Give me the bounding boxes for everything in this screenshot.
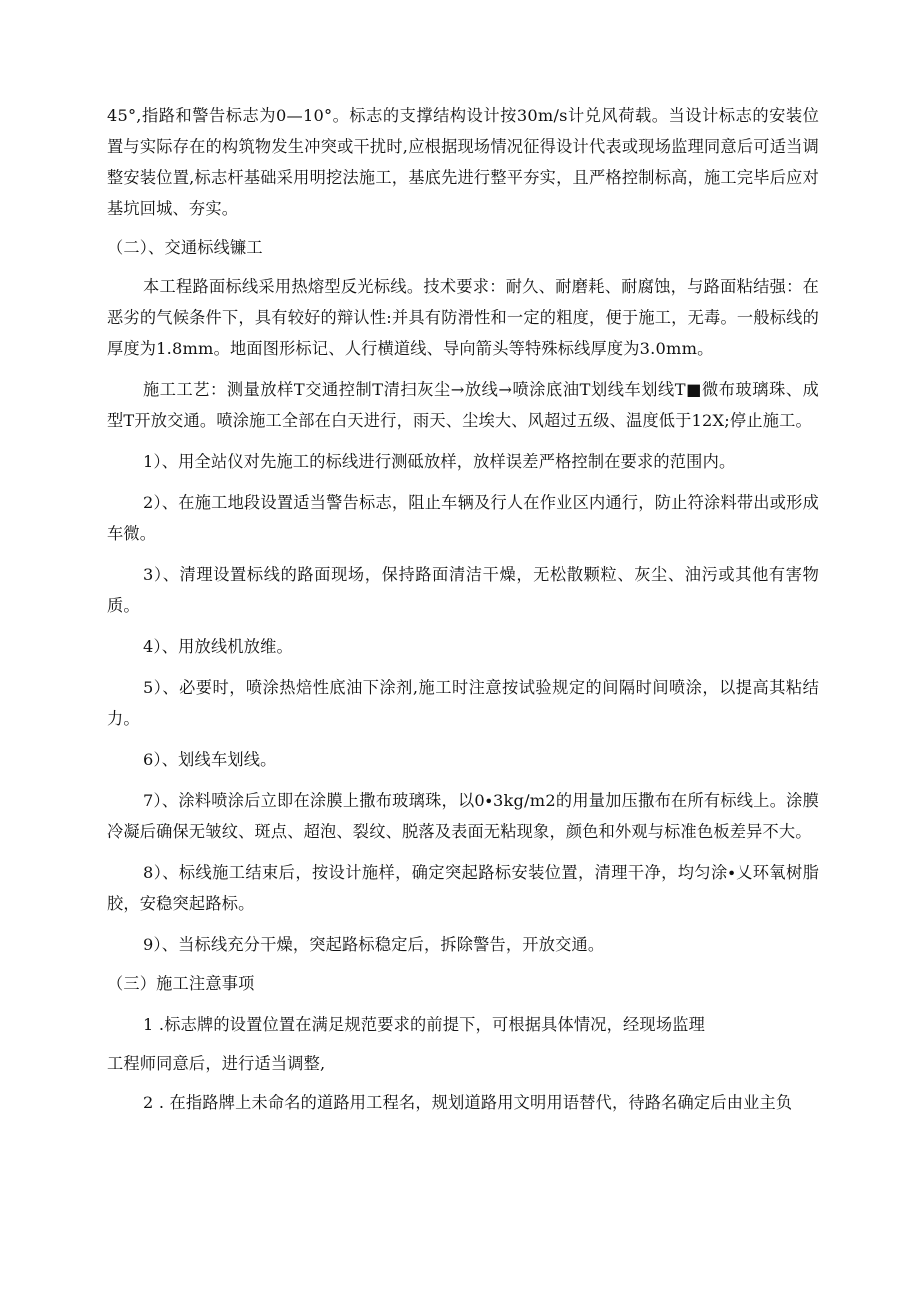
paragraph-sign-support: 45°,指路和警告标志为0—10°。标志的支撑结构设计按30m∕s计兑风荷载。当设计标志的安装位置与实际存在的构筑物发生冲突或干扰时,应根据现场情况征得设计代表或现场监理同意后可适当调整安装位置,标志杆基础采用明挖法施工，基底先进行整平夯实，且严格控制标高，施工完毕后应对基坑回城、夯实。 xyxy=(107,106,819,218)
step-1: 1）、用全站仪对先施工的标线进行测砥放样，放样误差严格控制在要求的范围内。 xyxy=(143,452,736,471)
step-3: 3）、清理设置标线的路面现场，保持路面清洁干燥，无松散颗粒、灰尘、油污或其他有害物质。 xyxy=(107,565,819,615)
section-heading-marking: （二）、交通标线镰工 xyxy=(107,238,263,257)
step-5: 5）、必要时，喷涂热焙性底油下涂剂,施工时注意按试验规定的间隔时间喷涂，以提高其粘结力。 xyxy=(107,678,819,728)
step-4: 4）、用放线机放维。 xyxy=(143,637,293,656)
step-6: 6）、划线车划线。 xyxy=(143,750,277,769)
step-7: 7）、涂料喷涂后立即在涂膜上撒布玻璃珠，以0∙3kg∕m2的用量加压撒布在所有标线上。涂膜冷凝后确保无皱纹、斑点、超泡、裂纹、脱落及表面无粘现象，颜色和外观与标准色板差异不大。 xyxy=(107,791,819,841)
paragraph-process: 施工工艺：测量放样T交通控制T清扫灰尘→放线→喷涂底油T划线车划线T■微布玻璃珠、成型T开放交通。喷涂施工全部在白天进行，雨天、尘埃大、风超过五级、温度低于12X;停止施工。 xyxy=(107,380,819,430)
paragraph-technical-requirements: 本工程路面标线采用热熔型反光标线。技术要求：耐久、耐磨耗、耐腐蚀，与路面粘结强：在恶劣的气候条件下，具有较好的辩认性:并具有防滑性和一定的粗度，便于施工，无毒。一般标线的厚度为1.8mm。地面图形标记、人行横道线、导向箭头等特殊标线厚度为3.0mm。 xyxy=(107,277,819,358)
step-9: 9）、当标线充分干燥，突起路标稳定后，拆除警告，开放交通。 xyxy=(143,935,605,954)
step-8: 8）、标线施工结束后，按设计施样，确定突起路标安装位置，清理干净，均匀涂∙乂环氧树脂胶，安稳突起路标。 xyxy=(107,863,819,913)
section-heading-precautions: （三）施工注意事项 xyxy=(107,974,255,993)
step-2: 2）、在施工地段设置适当警告标志，阻止车辆及行人在作业区内通行，防止符涂料带出或形成车微。 xyxy=(107,493,819,543)
precaution-1-continued: 工程师同意后，进行适当调整, xyxy=(107,1054,326,1073)
precaution-2: 2 . 在指路牌上未命名的道路用工程名，规划道路用文明用语替代，待路名确定后由业主负 xyxy=(143,1093,793,1112)
precaution-1: 1 .标志牌的设置位置在满足规范要求的前提下，可根据具体情况，经现场监理 xyxy=(143,1015,705,1034)
document-body xyxy=(107,100,819,1118)
